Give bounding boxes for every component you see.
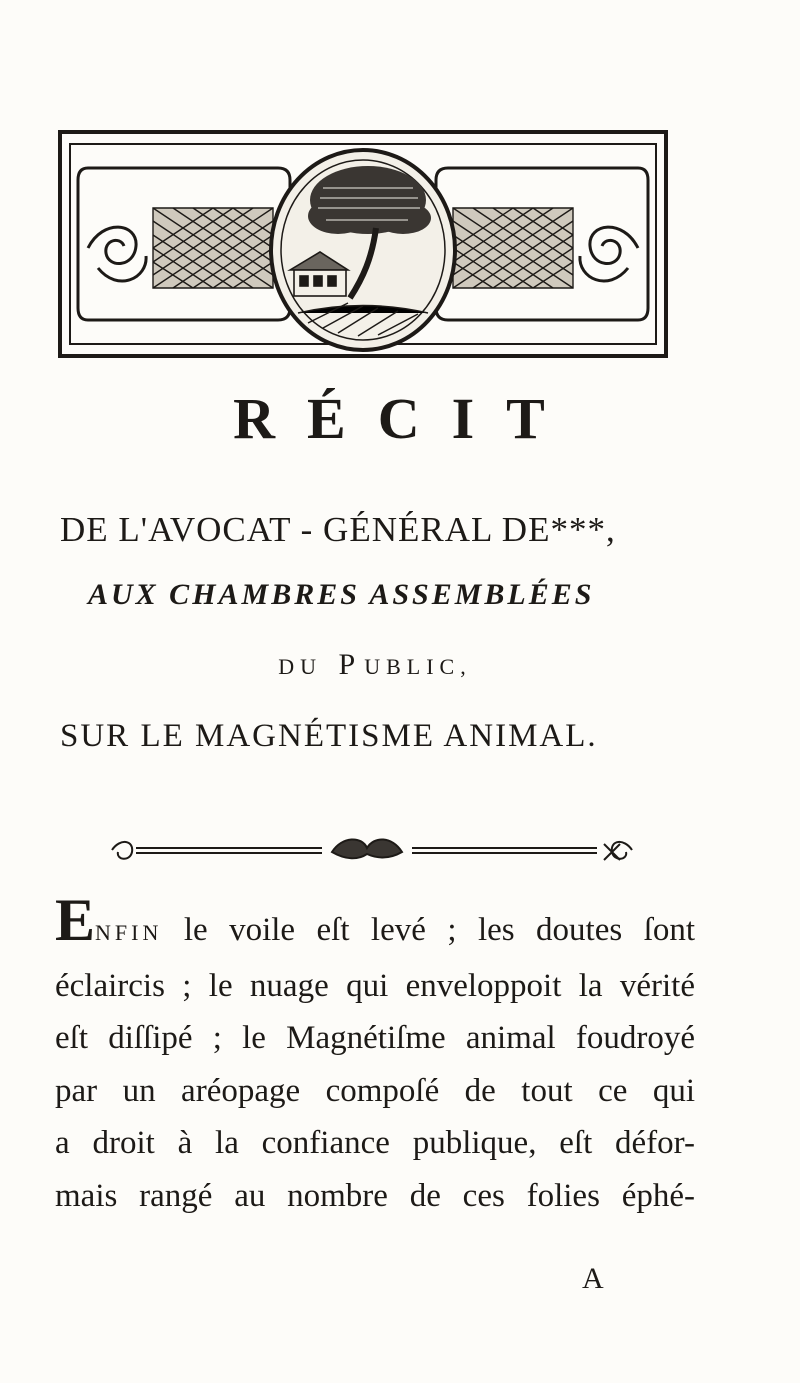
text-line: a droit à la confiance publique, eſt défor- — [55, 1125, 695, 1161]
text-line: par un aréopage compoſé de tout ce qui — [55, 1072, 695, 1109]
text-line-content: le voile eſt levé ; les doutes ſont — [162, 912, 695, 948]
subtitle-du: DU — [278, 654, 323, 679]
text-line: mais rangé au nombre de ces folies éphé- — [55, 1177, 695, 1214]
text-line: eſt diſſipé ; le Magnétiſme animal foudroyé — [55, 1020, 695, 1056]
engraved-headpiece-landscape-icon — [58, 128, 668, 360]
subtitle-line-3 — [0, 648, 800, 682]
drop-cap: E — [55, 887, 96, 953]
text-line: éclaircis ; le nuage qui enveloppoit la vérité — [55, 967, 695, 1004]
subtitle-public-rest: UBLIC, — [364, 654, 472, 679]
text-line — [55, 887, 695, 960]
subtitle-line-1: DE L'AVOCAT - GÉNÉRAL DE***, — [60, 510, 616, 549]
body-paragraph — [55, 887, 695, 1222]
smallcaps-word: NFIN — [95, 920, 163, 945]
subtitle-public-initial: P — [338, 648, 365, 681]
signature-mark: A — [582, 1262, 604, 1295]
subtitle-line-4: SUR LE MAGNÉTISME ANIMAL. — [60, 718, 598, 754]
subtitle-line-2: AUX CHAMBRES ASSEMBLÉES — [88, 578, 595, 611]
page-title: RÉCIT — [233, 386, 577, 451]
ornamental-rule-icon — [92, 830, 652, 870]
